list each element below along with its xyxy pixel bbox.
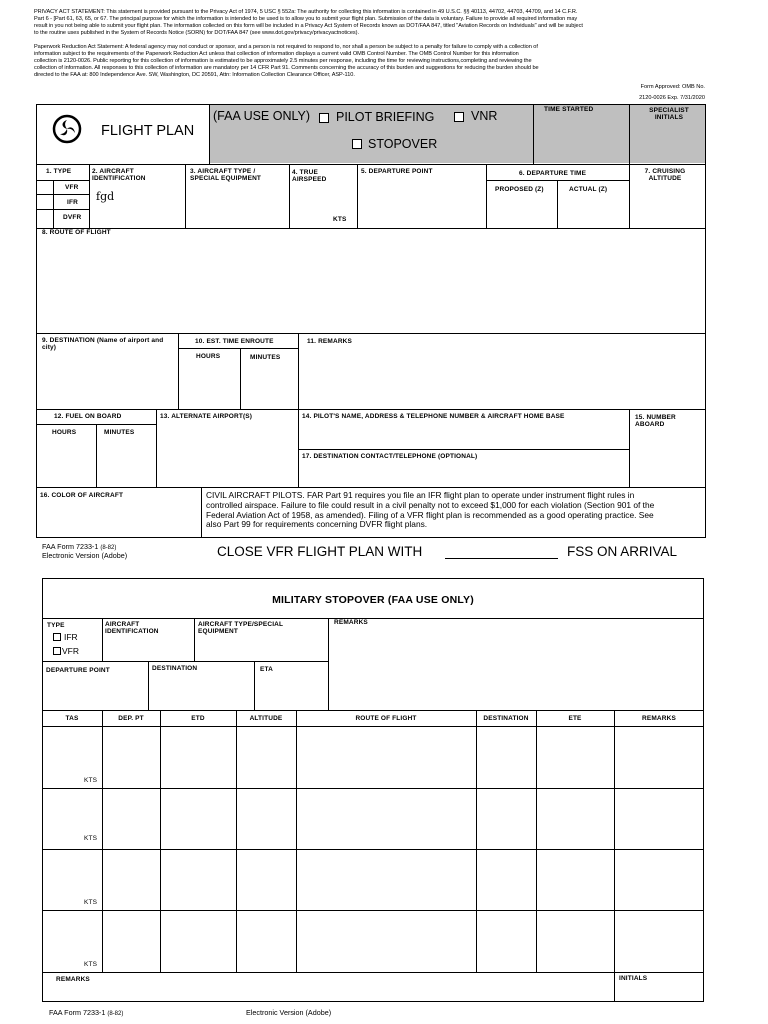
- remarks-label: 11. REMARKS: [307, 338, 352, 345]
- specialist-initials-label: SPECIALIST INITIALS: [649, 107, 689, 122]
- col-ete: ETE: [568, 715, 582, 722]
- faa-logo: [52, 114, 82, 144]
- aircraft-type-label: 3. AIRCRAFT TYPE / SPECIAL EQUIPMENT: [190, 168, 262, 183]
- alternate-airport-label: 13. ALTERNATE AIRPORT(S): [160, 413, 253, 420]
- aircraft-id-value[interactable]: fgd: [96, 190, 115, 203]
- departure-time-label: 6. DEPARTURE TIME: [519, 170, 587, 177]
- stopover-label: STOPOVER: [368, 137, 438, 151]
- civil-pilots-notice: CIVIL AIRCRAFT PILOTS. FAR Part 91 requires you file an IFR flight plan to operate under instrument flight rules in controlled airspace. Failure to file could result in a civil penalty not to exceed $1,000 for each violation (Section 901 of the Federal Aviation Act of 1958, as amended). Filing of a VFR flight plan is recommended as a good operating practice. See also Part 99 for requirements concerning DVFR flight plans.: [206, 490, 655, 530]
- col-tas: TAS: [65, 715, 79, 722]
- est-minutes-label: MINUTES: [250, 354, 281, 361]
- vfr-label: VFR: [65, 184, 79, 191]
- vfr-checkbox[interactable]: [41, 184, 49, 192]
- mil-remarks-label: REMARKS: [334, 619, 368, 626]
- cruising-altitude-label: 7. CRUISING ALTITUDE: [644, 168, 686, 183]
- airspeed-kts-label: KTS: [333, 216, 347, 223]
- row1-kts: KTS: [84, 777, 98, 784]
- fuel-minutes-label: MINUTES: [104, 429, 135, 436]
- mil-type-label: TYPE: [47, 622, 65, 629]
- est-time-label: 10. EST. TIME ENROUTE: [195, 338, 274, 345]
- dvfr-label: DVFR: [63, 214, 82, 221]
- true-airspeed-label: 4. TRUE AIRSPEED: [292, 169, 327, 184]
- fss-on-arrival: FSS ON ARRIVAL: [567, 544, 678, 559]
- mil-eta-label: ETA: [260, 666, 273, 673]
- row4-kts: KTS: [84, 961, 98, 968]
- form-number-bottom: FAA Form 7233-1 (8-82): [49, 1008, 124, 1017]
- pilot-briefing-label: PILOT BRIEFING: [336, 110, 435, 124]
- col-route: ROUTE OF FLIGHT: [355, 715, 417, 722]
- privacy-act-statement: PRIVACY ACT STATEMENT: This statement is provided pursuant to the Privacy Act of 1974, 5 USC § 552a: The authority for collecting this information is contained in 49 U.S.C. §§ 40113, 44702, 44703, 44709, and 14 C.F.R. Part 6 - [Part 61, 63, 65, or 67. The principal purpose for which the information is intended to be used is to allow you to submit your flight plan. Submission of the data is voluntary. Failure to provide all required information may result in you not being able to submit your flight plan. The information collected on this form will be included in a Privacy Act System of Records known as DOT/FAA 847, titled "Aviation Records on Individuals" and will be subject to the routine uses published in the System of Records Notice (SORN) for DOT/FAA 847 (see www.dot.gov/privacy/privacyactnotices).: [34, 9, 583, 36]
- mil-initials-label: INITIALS: [619, 975, 648, 982]
- fuel-label: 12. FUEL ON BOARD: [54, 413, 122, 420]
- vnr-checkbox[interactable]: [454, 112, 464, 122]
- mil-ifr-checkbox[interactable]: [53, 633, 61, 641]
- mil-ifr-label: IFR: [64, 632, 78, 642]
- mil-vfr-label: VFR: [62, 646, 79, 656]
- time-started-label: TIME STARTED: [544, 106, 594, 113]
- fss-blank[interactable]: [445, 558, 558, 559]
- est-hours-label: HOURS: [196, 353, 221, 360]
- form-approved: Form Approved: OMB No.: [640, 84, 705, 90]
- dvfr-checkbox[interactable]: [41, 213, 49, 221]
- mil-departure-label: DEPARTURE POINT: [46, 667, 110, 674]
- form-title: FLIGHT PLAN: [101, 123, 195, 139]
- proposed-label: PROPOSED (Z): [495, 186, 544, 193]
- electronic-version: Electronic Version (Adobe): [42, 551, 128, 560]
- mil-aircraft-type-label: AIRCRAFT TYPE/SPECIAL EQUIPMENT: [198, 621, 284, 636]
- stopover-checkbox[interactable]: [352, 139, 362, 149]
- military-title: MILITARY STOPOVER (FAA USE ONLY): [272, 594, 474, 606]
- pilot-info-label: 14. PILOT'S NAME, ADDRESS & TELEPHONE NUMBER & AIRCRAFT HOME BASE: [302, 413, 565, 420]
- col-remarks: REMARKS: [642, 715, 676, 722]
- vnr-label: VNR: [471, 109, 498, 123]
- military-stopover-form: [42, 578, 704, 1002]
- close-vfr-instruction: CLOSE VFR FLIGHT PLAN WITH: [217, 544, 423, 559]
- departure-point-label: 5. DEPARTURE POINT: [361, 168, 433, 175]
- number-aboard-label: 15. NUMBER ABOARD: [635, 414, 676, 429]
- destination-label: 9. DESTINATION (Name of airport and city): [42, 337, 164, 352]
- mil-bottom-remarks-label: REMARKS: [56, 976, 90, 983]
- electronic-version-bottom: Electronic Version (Adobe): [246, 1008, 332, 1017]
- mil-destination-label: DESTINATION: [152, 665, 198, 672]
- ifr-checkbox[interactable]: [41, 198, 49, 206]
- route-label: 8. ROUTE OF FLIGHT: [42, 229, 111, 236]
- ifr-label: IFR: [67, 199, 78, 206]
- type-label: 1. TYPE: [46, 168, 72, 175]
- paperwork-reduction-statement: Paperwork Reduction Act Statement: A federal agency may not conduct or sponsor, and a person is not required to respond to, nor shall a person be subject to a penalty for failure to comply with a collection of information subject to the requirements of the Paperwork Reduction Act unless that collection of information displays a current valid OMB Control Number. The OMB Control Number for this information collection is 2120-0026. Public reporting for this collection of information is estimated to be approximately 2.5 minutes per response, including the time for reviewing instructions,completing and reviewing the collection of information. All responses to this collection of information are mandatory per 14 CFR Part 91. Comments concerning the accuracy of this burden and suggestions for reducing the burden should be directed to the FAA at: 800 Independence Ave. SW, Washington, DC 20591, Attn: Information Collection Clearance Officer, ASP-110.: [34, 44, 539, 78]
- omb-expiration: 2120-0026 Exp. 7/31/2020: [639, 95, 705, 101]
- mil-aircraft-id-label: AIRCRAFT IDENTIFICATION: [105, 621, 159, 636]
- col-etd: ETD: [191, 715, 205, 722]
- pilot-briefing-checkbox[interactable]: [319, 113, 329, 123]
- aircraft-color-label: 16. COLOR OF AIRCRAFT: [40, 492, 124, 499]
- route-field[interactable]: [38, 238, 704, 332]
- aircraft-id-label: 2. AIRCRAFT IDENTIFICATION: [92, 168, 146, 183]
- faa-use-only-label: (FAA USE ONLY): [213, 109, 311, 123]
- form-number: FAA Form 7233-1 (8-82): [42, 542, 117, 551]
- col-altitude: ALTITUDE: [249, 715, 283, 722]
- dest-contact-label: 17. DESTINATION CONTACT/TELEPHONE (OPTIONAL): [302, 453, 478, 460]
- fuel-hours-label: HOURS: [52, 429, 77, 436]
- mil-vfr-checkbox[interactable]: [53, 647, 61, 655]
- col-dep-pt: DEP. PT: [118, 715, 144, 722]
- row2-kts: KTS: [84, 835, 98, 842]
- actual-label: ACTUAL (Z): [569, 186, 608, 193]
- col-destination: DESTINATION: [483, 715, 529, 722]
- row3-kts: KTS: [84, 899, 98, 906]
